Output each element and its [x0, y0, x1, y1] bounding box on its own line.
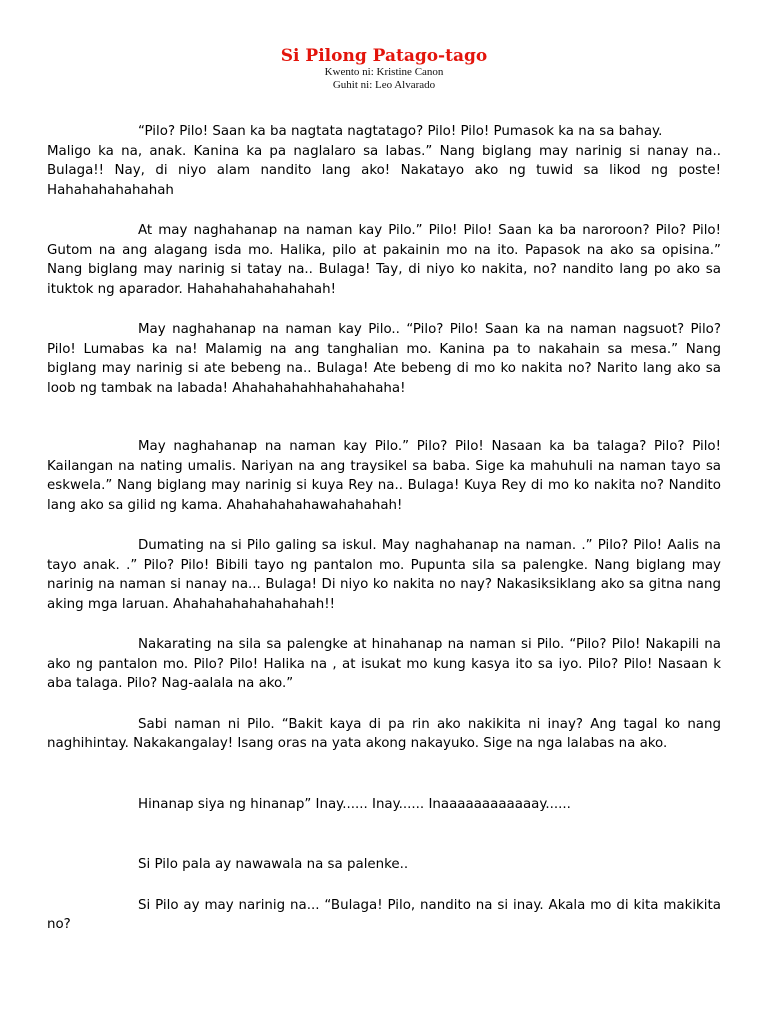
- paragraph-3: At may naghahanap na naman kay Pilo.” Pilo! Pilo! Saan ka ba naroroon? Pilo? Pilo! Gutom na ang alagang isda mo. Halika, pilo at pakainin mo na ito. Papasok na ako sa opisina.” Nang biglang may narinig si tatay na.. Bulaga! Tay, di niyo ko nakita, no? nandito lang po ako sa ituktok ng aparador. Hahahahahahahahah!: [47, 223, 721, 297]
- illustrator-credit: Guhit ni: Leo Alvarado: [332, 79, 436, 91]
- paragraph-6: Dumating na si Pilo galing sa iskul. May naghahanap na naman. .” Pilo? Pilo! Aalis na tayo anak. .” Pilo? Pilo! Bibili tayo ng pantalon mo. Pupunta sila sa palengke. Nang biglang may narinig na naman si nanay na... Bulaga! Di niyo ko nakita no nay? Nakasiksiklang ako sa gitna nang aking mga laruan. Ahahahahahahahahah!!: [47, 538, 721, 612]
- paragraph-7: Nakarating na sila sa palengke at hinahanap na naman si Pilo. “Pilo? Pilo! Nakapili na ako ng pantalon mo. Pilo? Pilo! Halika na , at isukat mo kung kasya ito sa iyo. Pilo? Pilo! Nasaan k aba talaga. Pilo? Nag-aalala na ako.”: [47, 637, 721, 691]
- story-header: [0, 46, 768, 92]
- paragraph-11: Si Pilo ay may narinig na... “Bulaga! Pilo, nandito na si inay. Akala mo di kita makikita no?: [47, 897, 721, 932]
- story-title: Si Pilong Patago-tago: [280, 46, 488, 66]
- paragraph-4: May naghahanap na naman kay Pilo.. “Pilo? Pilo! Saan ka na naman nagsuot? Pilo? Pilo! Lumabas ka na! Malamig na ang tanghalian mo. Kanina pa to nakahain sa mesa.” Nang biglang may narinig si ate bebeng na.. Bulaga! Ate bebeng di mo ko nakita no? Narito lang ako sa loob ng tambak na labada! Ahahahahahhahahahaha!: [47, 322, 721, 396]
- paragraph-9: Hinanap siya ng hinanap” Inay...... Inay...... Inaaaaaaaaaaaay......: [138, 796, 571, 812]
- paragraph-1: “Pilo? Pilo! Saan ka ba nagtata nagtatago? Pilo! Pilo! Pumasok ka na sa bahay.: [138, 124, 663, 139]
- paragraph-10: Si Pilo pala ay nawawala na sa palenke..: [138, 857, 409, 872]
- author-credit: Kwento ni: Kristine Canon: [324, 66, 444, 78]
- story-body: [47, 122, 721, 935]
- paragraph-8: Sabi naman ni Pilo. “Bakit kaya di pa rin ako nakikita ni inay? Ang tagal ko nang naghihintay. Nakakangalay! Isang oras na yata akong nakayuko. Sige na nga lalabas na ako.: [47, 716, 721, 751]
- paragraph-5: May naghahanap na naman kay Pilo.” Pilo? Pilo! Nasaan ka ba talaga? Pilo? Pilo! Kailangan na nating umalis. Nariyan na ang traysikel sa baba. Sige ka mahuhuli na naman tayo sa eskwela.” Nang biglang may narinig si kuya Rey na.. Bulaga! Kuya Rey di mo ko nakita no? Nandito lang ako sa gilid ng kama. Ahahahahahawahahahah!: [47, 439, 721, 513]
- paragraph-2: Maligo ka na, anak. Kanina ka pa naglalaro sa labas.” Nang biglang may narinig si nanay na.. Bulaga!! Nay, di niyo alam nandito lang ako! Nakatayo ako ng tuwid sa likod ng poste! Hahahahahahahah: [47, 143, 721, 198]
